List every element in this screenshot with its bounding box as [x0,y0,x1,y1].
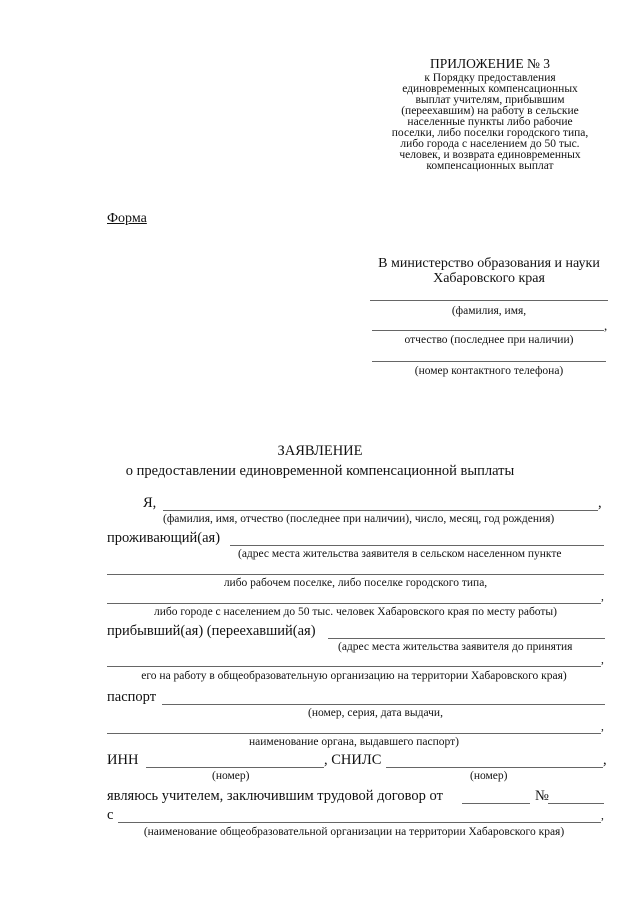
comma-mark: , [601,654,604,666]
appendix-line: компенсационных выплат [426,160,554,172]
comma-mark: , [601,810,604,822]
statement-title [0,441,640,481]
addressee-block [362,256,616,286]
appendix-line: выплат учителям, прибывшим [415,94,565,106]
residing-hint: (адрес места жительства заявителя в сельском населенном пункте [238,548,562,560]
inn-label: ИНН [107,752,139,768]
arrived-hint: (адрес места жительства заявителя до принятия [338,641,573,653]
appendix-line: населенные пункты либо рабочие [407,116,573,128]
teacher-text: являюсь учителем, заключившим трудовой договор от [107,788,443,804]
title-main: ЗАЯВЛЕНИЕ [277,443,363,459]
appendix-block [370,58,610,172]
addressee-line1: В министерство образования и науки [378,256,600,271]
fio-line[interactable] [163,510,598,511]
appendix-title: ПРИЛОЖЕНИЕ № 3 [429,56,551,71]
comma-mark: , [603,752,607,768]
title-sub: о предоставлении единовременной компенсационной выплаты [125,463,515,479]
form-label: Форма [107,211,147,226]
contract-date-line[interactable] [462,803,530,804]
appendix-line: поселки, либо поселки городского типа, [391,127,589,139]
residing-label: проживающий(ая) [107,530,221,546]
organization-hint: (наименование общеобразовательной организации на территории Хабаровского края) [143,826,565,838]
fio-hint: (фамилия, имя, отчество (последнее при наличии), число, месяц, год рождения) [163,513,555,525]
residing-line-2[interactable] [107,574,604,575]
arrived-line-2[interactable] [107,666,601,667]
snils-number-hint: (номер) [470,770,508,782]
addressee-line2: Хабаровского края [433,271,545,286]
residing-hint-3: либо городе с населением до 50 тыс. человек Хабаровского края по месту работы) [154,606,557,618]
inn-line[interactable] [146,767,324,768]
hint-patronymic: отчество (последнее при наличии) [404,334,574,346]
name-line[interactable] [370,300,608,301]
appendix-line: человек, и возврата единовременных [399,149,581,161]
arrived-hint-2: его на работу в общеобразовательную организацию на территории Хабаровского края) [141,670,567,682]
residing-hint-2: либо рабочем поселке, либо поселке городского типа, [223,577,488,589]
passport-label: паспорт [107,689,157,705]
residing-line-3[interactable] [107,603,601,604]
passport-line-2[interactable] [107,733,601,734]
residing-line[interactable] [230,545,604,546]
patronymic-line[interactable] [372,330,604,331]
arrived-line[interactable] [328,638,605,639]
number-sign: № [535,788,549,804]
comma-mark: , [604,318,608,333]
appendix-line: к Порядку предоставления [424,72,556,84]
snils-label: , СНИЛС [324,752,382,768]
i-label: Я, [143,495,157,511]
organization-line[interactable] [118,822,601,823]
comma-mark: , [601,591,604,603]
passport-hint-2: наименование органа, выдавшего паспорт) [249,736,459,748]
appendix-line: (переехавшим) на работу в сельские [401,105,579,117]
comma-mark: , [601,721,604,733]
hint-phone: (номер контактного телефона) [414,365,564,377]
inn-number-hint: (номер) [212,770,250,782]
with-label: с [107,807,114,823]
phone-line[interactable] [372,361,606,362]
appendix-line: либо города с населением до 50 тыс. [400,138,580,150]
snils-line[interactable] [386,767,603,768]
contract-number-line[interactable] [548,803,604,804]
passport-line[interactable] [162,704,605,705]
appendix-line: единовременных компенсационных [402,83,578,95]
arrived-label: прибывший(ая) (переехавший(ая) [107,623,316,639]
comma-mark: , [598,495,602,511]
passport-hint: (номер, серия, дата выдачи, [308,707,443,719]
hint-name: (фамилия, имя, [451,305,527,317]
